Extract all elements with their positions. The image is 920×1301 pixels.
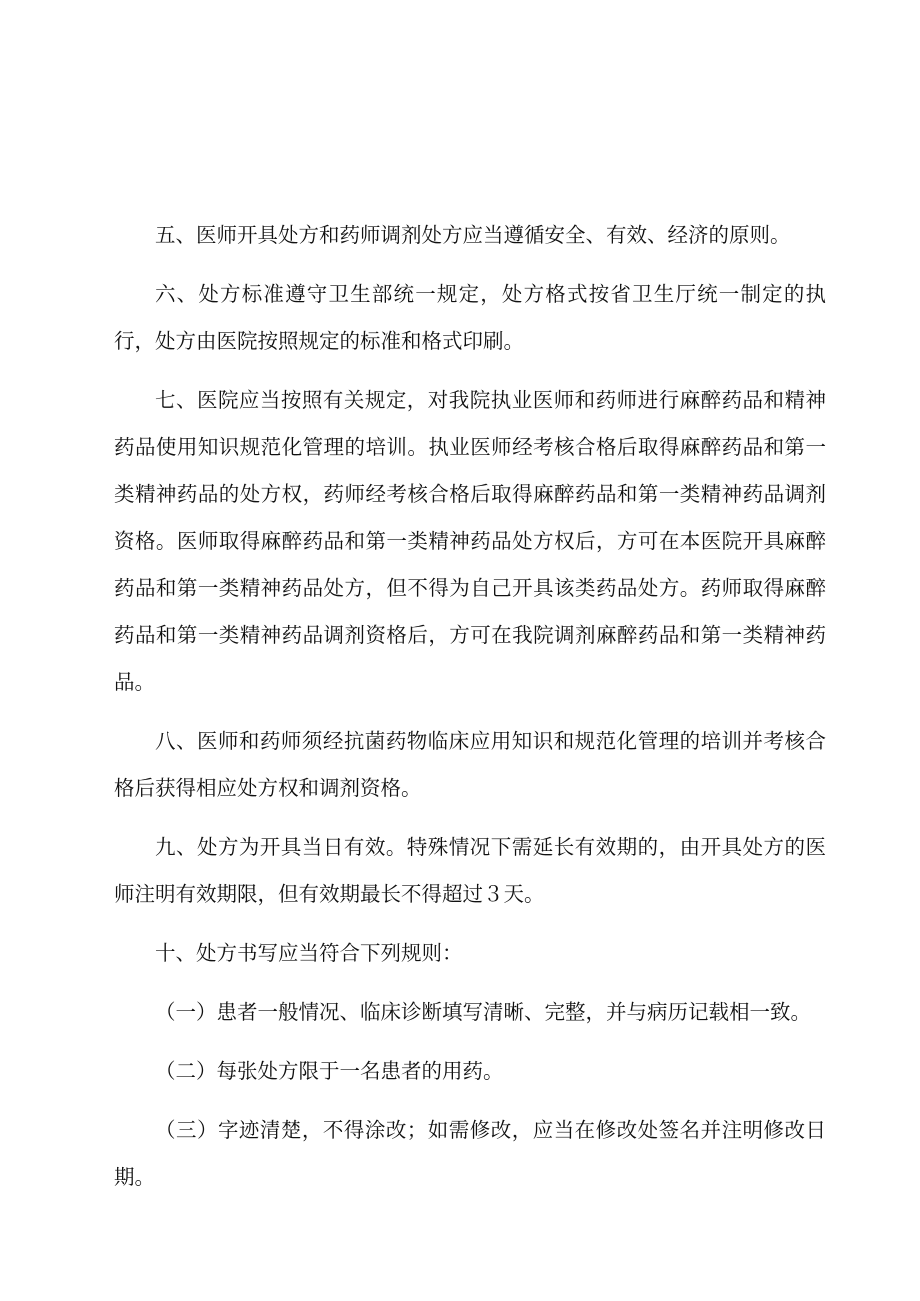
paragraph-9: 九、处方为开具当日有效。特殊情况下需延长有效期的，由开具处方的医师注明有效期限，但有效期最长不得超过３天。 [114, 835, 826, 906]
paragraph-8: 八、医师和药师须经抗菌药物临床应用知识和规范化管理的培训并考核合格后获得相应处方权和调剂资格。 [114, 729, 826, 800]
paragraph-6: 六、处方标准遵守卫生部统一规定，处方格式按省卫生厅统一制定的执行，处方由医院按照规定的标准和格式印刷。 [114, 282, 826, 353]
paragraph-7: 七、医院应当按照有关规定，对我院执业医师和药师进行麻醉药品和精神药品使用知识规范化管理的培训。执业医师经考核合格后取得麻醉药品和第一类精神药品的处方权，药师经考核合格后取得麻醉药品和第一类精神药品调剂资格。医师取得麻醉药品和第一类精神药品处方权后，方可在本医院开具麻醉药品和第一类精神药品处方，但不得为自己开具该类药品处方。药师取得麻醉药品和第一类精神药品调剂资格后，方可在我院调剂麻醉药品和第一类精神药品。 [114, 388, 826, 694]
paragraph-10-2: （二）每张处方限于一名患者的用药。 [155, 1059, 504, 1083]
paragraph-10-1: （一）患者一般情况、临床诊断填写清晰、完整，并与病历记载相一致。 [155, 1000, 811, 1024]
document-body [114, 212, 826, 1213]
paragraph-5: 五、医师开具处方和药师调剂处方应当遵循安全、有效、经济的原则。 [155, 223, 791, 247]
paragraph-10: 十、处方书写应当符合下列规则： [155, 941, 463, 965]
paragraph-10-3: （三）字迹清楚，不得涂改；如需修改，应当在修改处签名并注明修改日期。 [114, 1118, 826, 1189]
